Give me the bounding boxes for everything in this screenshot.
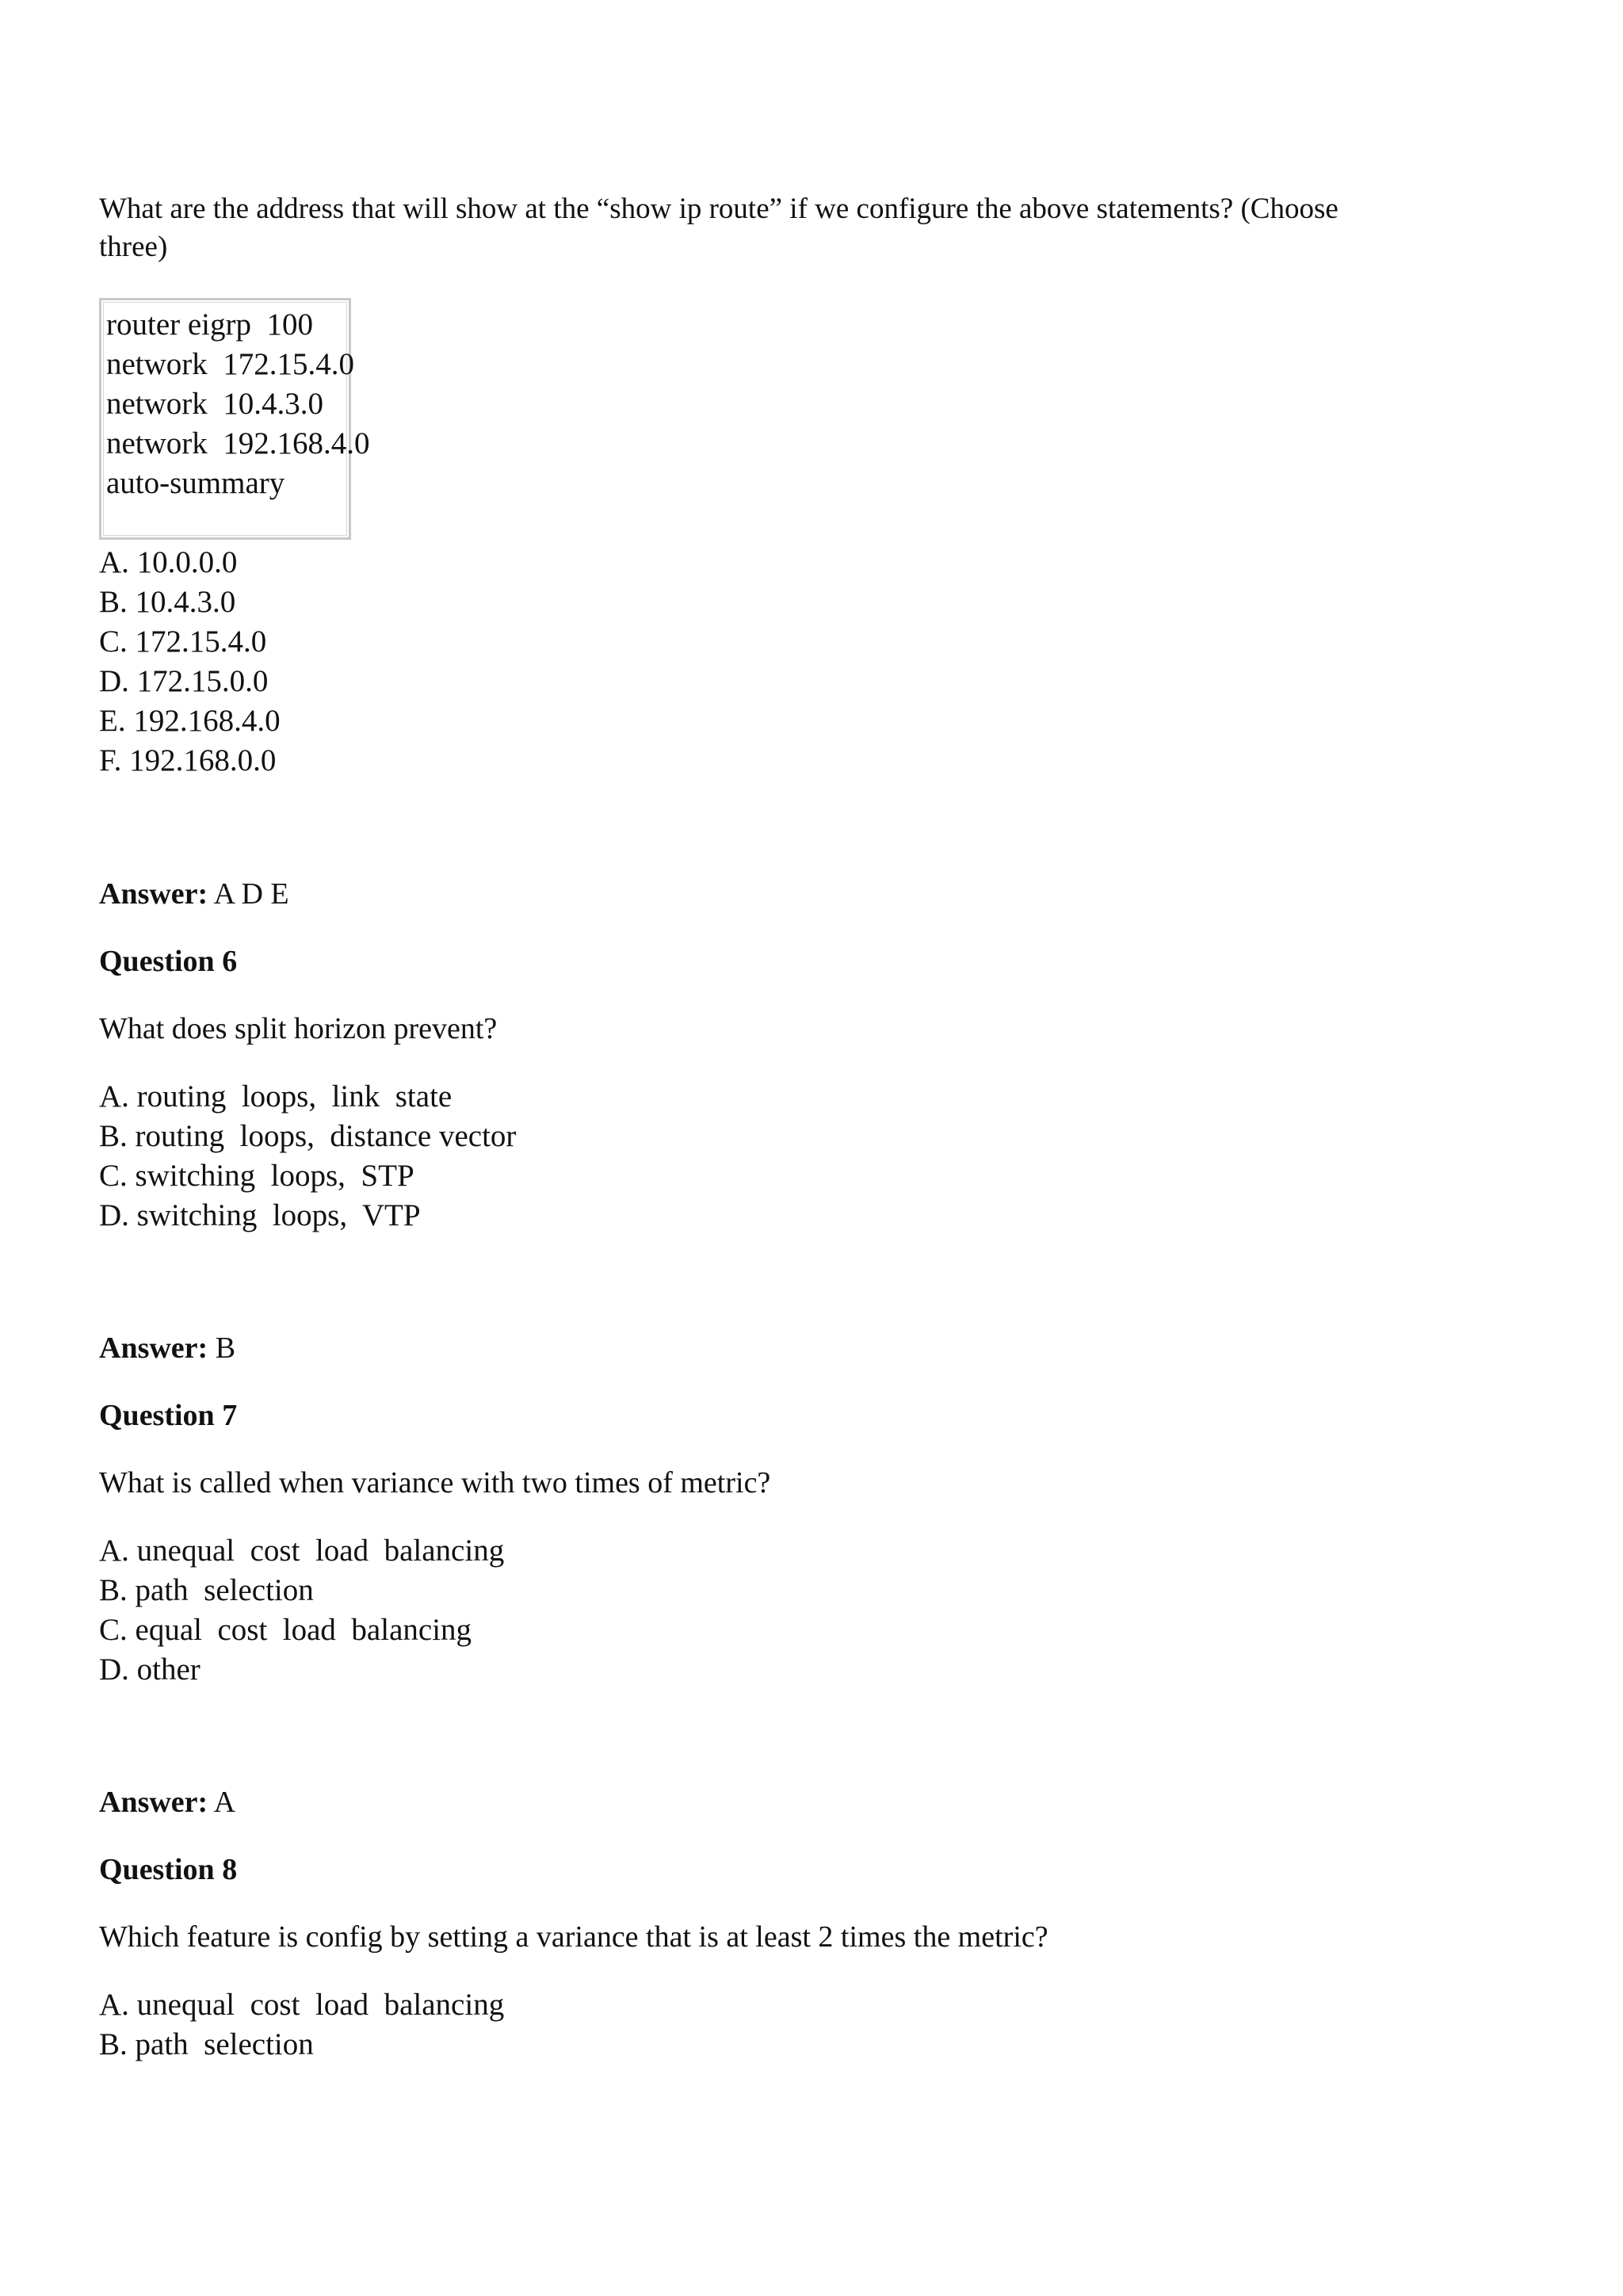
config-line: auto-summary — [106, 466, 285, 500]
option: A. unequal cost load balancing — [99, 1534, 505, 1568]
answer-value: A — [213, 1786, 236, 1819]
option: F. 192.168.0.0 — [99, 743, 277, 777]
question-5-answer — [99, 875, 1494, 913]
option: A. unequal cost load balancing — [99, 1988, 505, 2022]
question-6-answer — [99, 1329, 1494, 1367]
question-7-title: Question 7 — [99, 1399, 238, 1432]
config-line: network 10.4.3.0 — [106, 387, 324, 421]
document-page — [99, 190, 1494, 2065]
question-6-text: What does split horizon prevent? — [99, 1012, 498, 1045]
option: E. 192.168.4.0 — [99, 704, 281, 738]
answer-label: Answer: — [99, 1331, 208, 1365]
config-line: network 192.168.4.0 — [106, 426, 370, 460]
question-6-options — [99, 1077, 1494, 1236]
config-box — [99, 298, 370, 540]
option: B. path selection — [99, 1573, 314, 1607]
question-8-title: Question 8 — [99, 1853, 238, 1886]
question-8-text: Which feature is config by setting a variance that is at least 2 times the metric? — [99, 1920, 1048, 1954]
question-7-options — [99, 1531, 1494, 1690]
question-8-options — [99, 1985, 1494, 2065]
option: B. routing loops, distance vector — [99, 1119, 517, 1153]
question-5-options — [99, 543, 1494, 781]
answer-value: A D E — [213, 877, 289, 911]
config-line: router eigrp 100 — [106, 308, 314, 342]
question-7-text: What is called when variance with two times of metric? — [99, 1466, 771, 1499]
config-line: network 172.15.4.0 — [106, 347, 355, 381]
option: D. switching loops, VTP — [99, 1198, 421, 1232]
option: C. equal cost load balancing — [99, 1613, 472, 1647]
option: D. other — [99, 1652, 200, 1687]
option: A. routing loops, link state — [99, 1079, 453, 1114]
answer-value: B — [215, 1331, 236, 1365]
answer-label: Answer: — [99, 1786, 208, 1819]
option: C. 172.15.4.0 — [99, 625, 267, 659]
answer-label: Answer: — [99, 877, 208, 911]
question-5-text: What are the address that will show at the “show ip route” if we configure the above statements? (Choose three) — [99, 193, 1338, 263]
question-7-answer — [99, 1783, 1494, 1821]
option: C. switching loops, STP — [99, 1159, 414, 1193]
option: B. path selection — [99, 2027, 314, 2061]
option: B. 10.4.3.0 — [99, 585, 236, 619]
option: D. 172.15.0.0 — [99, 664, 269, 698]
question-6-title: Question 6 — [99, 945, 238, 978]
option: A. 10.0.0.0 — [99, 545, 238, 579]
